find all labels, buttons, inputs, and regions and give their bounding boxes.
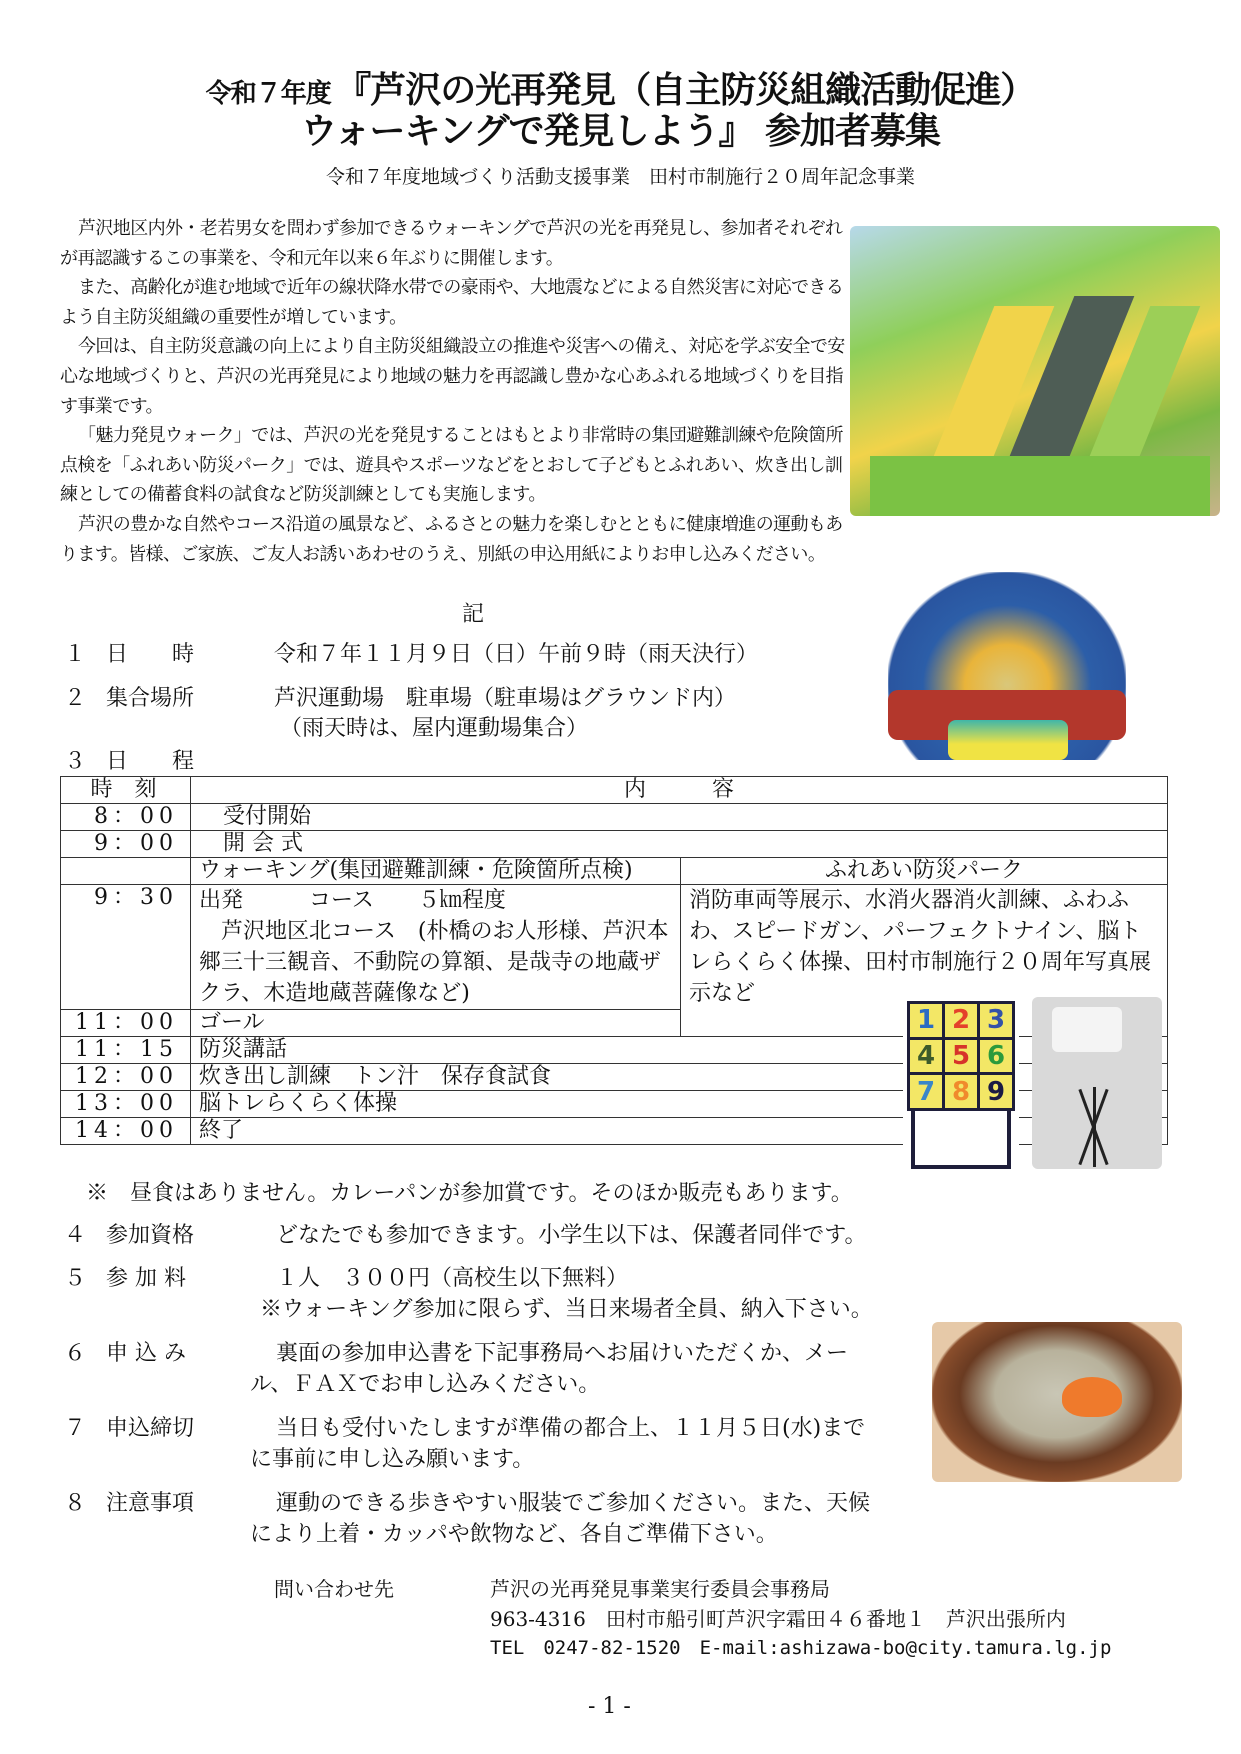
row-content: 炊き出し訓練 トン汁 保存食試食 (191, 1064, 1168, 1091)
subtitle: 令和７年度地域づくり活動支援事業 田村市制施行２０周年記念事業 (325, 166, 915, 188)
row-time: 13：00 (61, 1091, 191, 1118)
page-number: - 1 - (588, 1694, 631, 1719)
row-content: 受付開始 (191, 804, 1168, 831)
ki-heading: 記 (462, 602, 485, 627)
tonjiru-soup-image (932, 1322, 1182, 1482)
item-5-note: ※ウォーキング参加に限らず、当日来場者全員、納入下さい。 (260, 1297, 873, 1322)
header-time: 時 刻 (61, 777, 191, 804)
intro-paragraph: 今回は、自主防災意識の向上により自主防災組織設立の推進や災害への備え、対応を学ぶ安全で安心な地域づくりと、芦沢の光再発見により地域の魅力を再認識し豊かな心あふれる地域づくりを目指す事業です。 (60, 336, 845, 417)
title-line-2 (0, 103, 1241, 154)
speed-gun-body (1052, 1007, 1122, 1052)
contact-tel-email[interactable]: TEL 0247-82-1520 E-mail:ashizawa-bo@city.tamura.lg.jp (490, 1637, 1112, 1659)
item-8-text-cont: により上着・カッパや飲物など、各自ご準備下さい。 (250, 1522, 778, 1547)
inflatable-ball-pit-image (888, 572, 1126, 760)
row-content: 防災講話 (191, 1037, 1168, 1064)
item-7-number: ７ (64, 1416, 87, 1441)
contact-org: 芦沢の光再発見事業実行委員会事務局 (490, 1577, 830, 1601)
item-2-number: ２ (64, 686, 87, 711)
item-7-text: 当日も受付いたしますが準備の都合上、１１月５日(水)まで (276, 1416, 866, 1441)
intro-paragraph: また、高齢化が進む地域で近年の線状降水帯での豪雨や、大地震などによる自然災害に対応できるよう自主防災組織の重要性が増しています。 (60, 277, 844, 328)
row-time: 9：00 (61, 831, 191, 858)
item-4-label: 参加資格 (106, 1223, 195, 1248)
item-3-number: ３ (64, 749, 87, 774)
nine-cell: 5 (945, 1040, 977, 1073)
item-6-text-cont: ル、ＦＡＸでお申し込みください。 (250, 1372, 601, 1397)
item-2-text: 芦沢運動場 駐車場（駐車場はグラウンド内） (274, 686, 737, 711)
nine-cell: 9 (980, 1075, 1012, 1108)
schedule-footnote: ※ 昼食はありません。カレーパンが参加賞です。そのほか販売もあります。 (86, 1181, 853, 1206)
row-time: 12：00 (61, 1064, 191, 1091)
item-5-label: 参 加 料 (106, 1266, 186, 1291)
nine-cell: 2 (945, 1004, 977, 1037)
walking-start: 出発 コース ５㎞程度 (199, 888, 506, 913)
table-row (61, 885, 1168, 1010)
title-suffix: 参加者募集 (765, 111, 941, 152)
perfect-nine-grid (907, 1001, 1015, 1111)
item-8-label: 注意事項 (106, 1491, 195, 1516)
item-8-text: 運動のできる歩きやすい服装でご参加ください。また、天候 (276, 1491, 871, 1516)
nine-cell: 6 (980, 1040, 1012, 1073)
item-7-text-cont: に事前に申し込み願います。 (250, 1447, 535, 1472)
item-4-number: ４ (64, 1223, 87, 1248)
tripod-leg (1093, 1087, 1096, 1167)
nine-cell: 4 (910, 1040, 942, 1073)
item-6-text: 裏面の参加申込書を下記事務局へお届けいただくか、メー (276, 1341, 849, 1366)
subheader-walking: ウォーキング(集団避難訓練・危険箇所点検) (191, 858, 681, 885)
table-header-row (61, 777, 1168, 804)
row-time-empty (61, 858, 191, 885)
item-4-text: どなたでも参加できます。小学生以下は、保護者同伴です。 (276, 1223, 867, 1248)
row-time: 9：30 (61, 885, 191, 1010)
row-time: 14：00 (61, 1118, 191, 1145)
row-content: 終了 (191, 1118, 1168, 1145)
title-walking: ウォーキングで発見しよう』 (300, 111, 754, 152)
row-time: 11：15 (61, 1037, 191, 1064)
item-7-label: 申込締切 (106, 1416, 195, 1441)
item-5-text: １人 ３００円（高校生以下無料） (276, 1266, 629, 1291)
intro-text (60, 214, 850, 569)
ball-pit-mat (948, 720, 1068, 760)
intro-paragraph: 芦沢の豊かな自然やコース沿道の風景など、ふるさとの魅力を楽しむとともに健康増進の運動もあります。皆様、ご家族、ご友人お誘いあわせのうえ、別紙の申込用紙によりお申し込みください。 (60, 513, 843, 565)
header-content: 内 容 (191, 777, 1168, 804)
walking-details (191, 885, 681, 1010)
title-prefix: 令和７年度 (205, 79, 331, 109)
table-row (61, 804, 1168, 831)
row-content: ゴール (191, 1010, 681, 1037)
intro-paragraph: 「魅力発見ウォーク」では、芦沢の光を発見することはもとより非常時の集団避難訓練や危険箇所点検を「ふれあい防災パーク」では、遊具やスポーツなどをとおして子どもとふれあい、炊き出し訓練としての備蓄食料の試食など防災訓練としても実施します。 (60, 425, 843, 506)
nine-cell: 7 (910, 1075, 942, 1108)
nine-cell: 1 (910, 1004, 942, 1037)
carrot (1062, 1377, 1122, 1417)
park-details: 消防車両等展示、水消火器消火訓練、ふわふわ、スピードガン、パーフェクトナイン、脳トレらくらく体操、田村市制施行２０周年写真展示など (681, 885, 1168, 1037)
perfect-nine-stand (911, 1111, 1011, 1169)
intro-paragraph: 芦沢地区内外・老若男女を問わず参加できるウォーキングで芦沢の光を再発見し、参加者それぞれが再認識するこの事業を、令和元年以来６年ぶりに開催します。 (60, 218, 843, 269)
nine-cell: 3 (980, 1004, 1012, 1037)
table-subheader-row (61, 858, 1168, 885)
title-main: 『芦沢の光再発見（自主防災組織活動促進） (335, 70, 1036, 111)
item-1-text: 令和７年１１月９日（日）午前９時（雨天決行） (274, 642, 759, 667)
item-5-number: ５ (64, 1266, 87, 1291)
walking-course: 芦沢地区北コース (朴橋のお人形様、芦沢本郷三十三観音、不動院の算額、是哉寺の地蔵ザクラ、木造地蔵菩薩像など) (199, 919, 669, 1006)
contact-address: 963-4316 田村市船引町芦沢字霜田４６番地１ 芦沢出張所内 (490, 1607, 1066, 1631)
perfect-nine-image (903, 997, 1019, 1173)
row-content: 開 会 式 (191, 831, 1168, 858)
item-6-label: 申 込 み (106, 1341, 186, 1366)
item-6-number: ６ (64, 1341, 87, 1366)
subheader-park: ふれあい防災パーク (681, 858, 1168, 885)
nine-cell: 8 (945, 1075, 977, 1108)
row-time: 11：00 (61, 1010, 191, 1037)
row-content: 脳トレらくらく体操 (191, 1091, 1168, 1118)
inflatable-slide-image (850, 226, 1220, 516)
contact-label: 問い合わせ先 (274, 1577, 394, 1601)
table-row (61, 831, 1168, 858)
item-2-note: （雨天時は、屋内運動場集合） (280, 716, 589, 741)
slide-base (870, 456, 1210, 516)
row-time: 8：00 (61, 804, 191, 831)
item-2-label: 集合場所 (106, 686, 195, 711)
item-1-label: 日 時 (106, 642, 195, 667)
item-3-label: 日 程 (106, 749, 195, 774)
item-1-number: １ (64, 642, 87, 667)
item-8-number: ８ (64, 1491, 87, 1516)
speed-gun-image (1032, 997, 1162, 1169)
